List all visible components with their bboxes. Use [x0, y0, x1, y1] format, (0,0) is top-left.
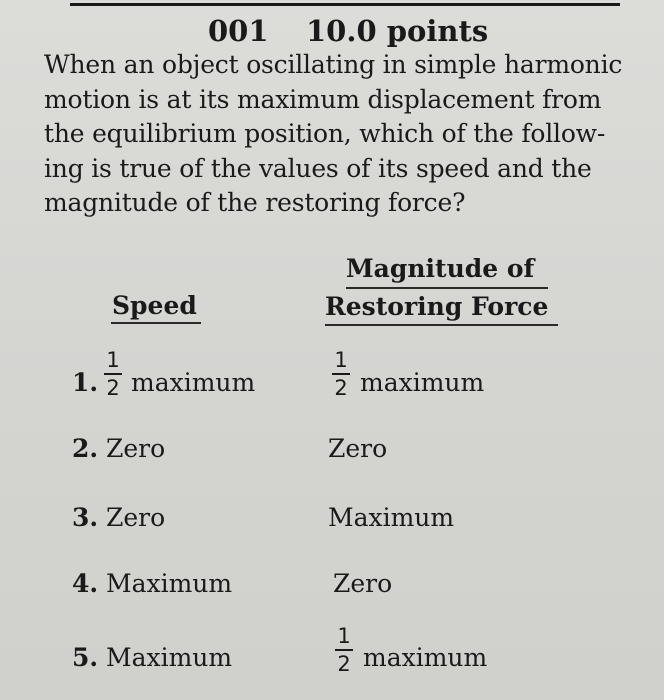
- fraction-denominator: 2: [334, 376, 348, 400]
- force-value: Zero: [328, 434, 388, 463]
- choice-number: 4.: [72, 569, 99, 598]
- question-line: magnitude of the restoring force?: [44, 188, 466, 217]
- question-points: 10.0 points: [306, 14, 489, 48]
- fraction-denominator: 2: [337, 652, 351, 676]
- force-value: Zero: [333, 569, 393, 598]
- question-line: ing is true of the values of its speed and the: [44, 153, 592, 183]
- fraction-numerator: 1: [334, 348, 348, 372]
- question-line: motion is at its maximum displacement from: [44, 84, 602, 114]
- force-column-header-line2: Restoring Force: [325, 292, 549, 321]
- question-number: 001: [208, 14, 269, 48]
- fraction-numerator: 1: [337, 624, 351, 648]
- choice-number: 5.: [72, 643, 99, 672]
- force-column-header-line1: Magnitude of: [346, 254, 535, 283]
- question-text: [44, 48, 644, 221]
- fraction-bar: [335, 649, 353, 651]
- speed-header-underline: [111, 322, 201, 324]
- force-value: Maximum: [328, 503, 455, 532]
- fraction-bar: [332, 373, 350, 375]
- choice-number: 2.: [72, 434, 99, 463]
- fraction-one-half: [333, 625, 355, 675]
- fraction-one-half: [330, 349, 352, 399]
- question-line: the equilibrium position, which of the follow-: [44, 119, 606, 148]
- force-value: maximum: [360, 368, 485, 397]
- speed-value: Zero: [106, 434, 166, 463]
- choice-number: 3.: [72, 503, 99, 532]
- fraction-one-half: [102, 349, 124, 399]
- speed-value: Maximum: [106, 643, 233, 672]
- force-value: maximum: [363, 643, 488, 672]
- speed-value: maximum: [131, 368, 256, 397]
- speed-value: Maximum: [106, 569, 233, 598]
- speed-column-header: Speed: [112, 291, 197, 320]
- force-header-underline-1: [346, 287, 548, 289]
- fraction-numerator: 1: [106, 348, 120, 372]
- question-line: When an object oscillating in simple harmonic: [44, 50, 623, 79]
- fraction-denominator: 2: [106, 376, 120, 400]
- speed-value: Zero: [106, 503, 166, 532]
- choice-number: 1.: [72, 368, 99, 397]
- force-header-underline-2: [325, 324, 558, 326]
- fraction-bar: [104, 373, 122, 375]
- top-rule: [70, 3, 620, 6]
